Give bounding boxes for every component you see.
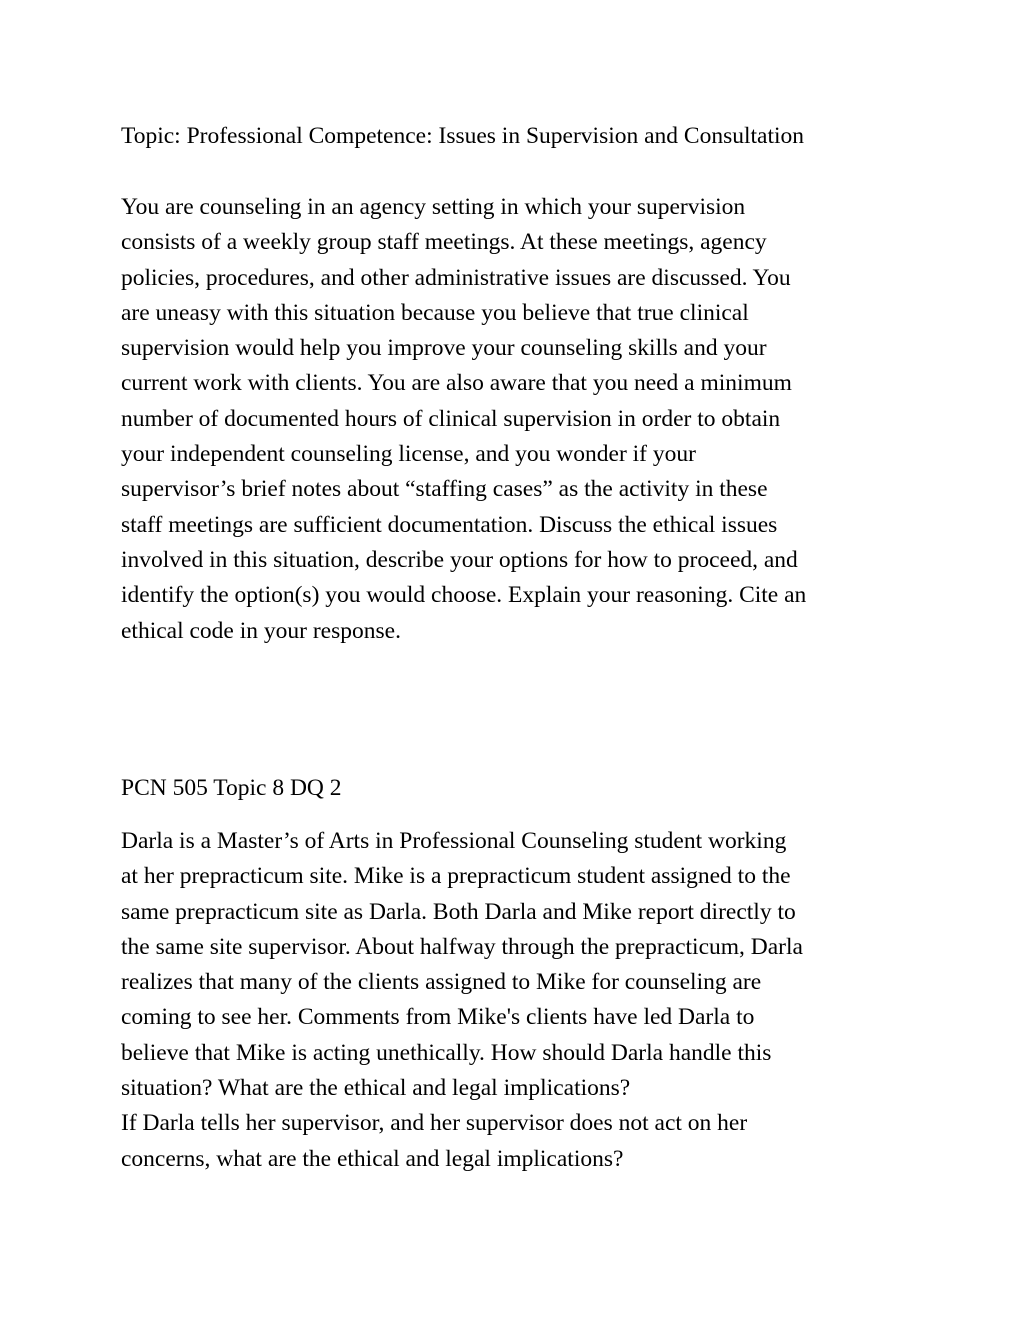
- paragraph-line: policies, procedures, and other administrative issues are discussed. You: [121, 264, 791, 291]
- paragraph-line: believe that Mike is acting unethically. How should Darla handle this: [121, 1039, 772, 1066]
- paragraph-line: current work with clients. You are also aware that you need a minimum: [121, 370, 792, 397]
- paragraph-line: Darla is a Master’s of Arts in Professional Counseling student working: [121, 828, 787, 854]
- paragraph-line: identify the option(s) you would choose. Explain your reasoning. Cite an: [121, 582, 807, 609]
- paragraph-line: You are counseling in an agency setting in which your supervision: [121, 194, 746, 220]
- scenario-paragraph: [121, 190, 921, 649]
- paragraph-line: the same site supervisor. About halfway through the prepracticum, Darla: [121, 933, 803, 960]
- topic-heading: Topic: Professional Competence: Issues in Supervision and Consultation: [121, 123, 805, 149]
- paragraph-line: at her prepracticum site. Mike is a prepracticum student assigned to the: [121, 863, 791, 890]
- paragraph-line: situation? What are the ethical and legal implications?: [121, 1075, 631, 1102]
- paragraph-line: consists of a weekly group staff meetings. At these meetings, agency: [121, 229, 767, 256]
- darla-scenario-paragraph: [121, 824, 921, 1177]
- paragraph-line: ethical code in your response.: [121, 617, 401, 644]
- paragraph-line: are uneasy with this situation because you believe that true clinical: [121, 299, 749, 326]
- paragraph-line: realizes that many of the clients assigned to Mike for counseling are: [121, 969, 762, 996]
- paragraph-line: concerns, what are the ethical and legal implications?: [121, 1145, 624, 1172]
- paragraph-line: your independent counseling license, and you wonder if your: [121, 441, 696, 468]
- paragraph-line: supervision would help you improve your counseling skills and your: [121, 335, 767, 362]
- dq-heading: PCN 505 Topic 8 DQ 2: [121, 775, 342, 801]
- paragraph-line: If Darla tells her supervisor, and her supervisor does not act on her: [121, 1110, 748, 1137]
- paragraph-line: involved in this situation, describe your options for how to proceed, and: [121, 546, 798, 573]
- paragraph-line: number of documented hours of clinical supervision in order to obtain: [121, 405, 781, 432]
- paragraph-line: same prepracticum site as Darla. Both Darla and Mike report directly to: [121, 898, 796, 925]
- paragraph-line: staff meetings are sufficient documentation. Discuss the ethical issues: [121, 511, 778, 538]
- paragraph-line: coming to see her. Comments from Mike's clients have led Darla to: [121, 1004, 755, 1031]
- paragraph-line: supervisor’s brief notes about “staffing cases” as the activity in these: [121, 476, 768, 503]
